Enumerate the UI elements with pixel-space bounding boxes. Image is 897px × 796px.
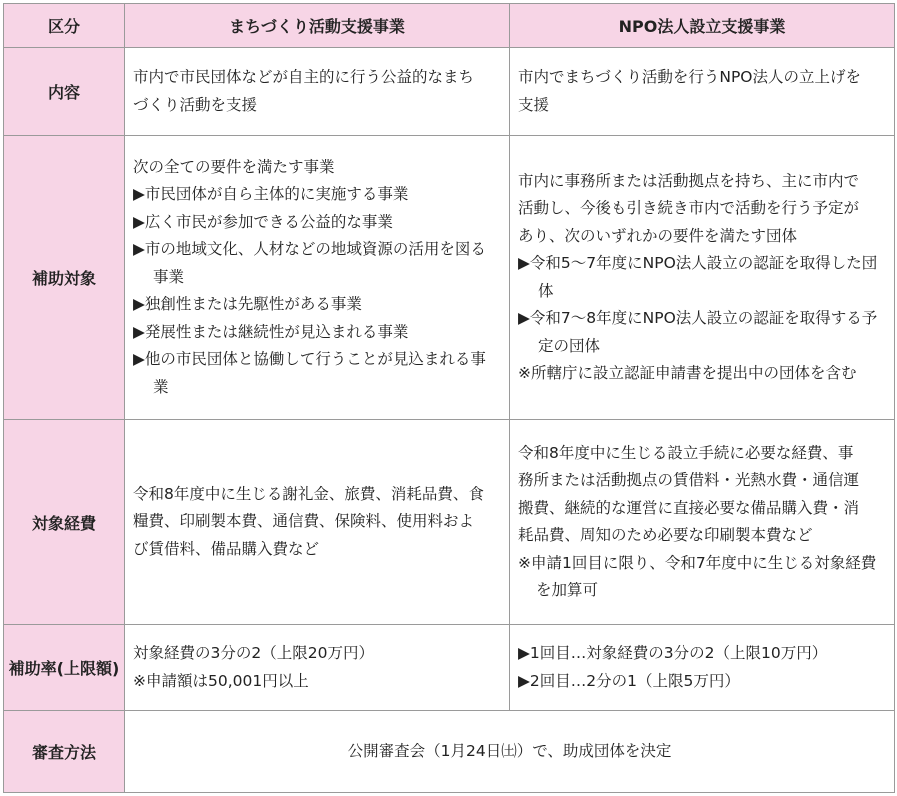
rate-npo [510, 625, 895, 711]
text-line: 支援 [518, 95, 550, 114]
row-target [4, 136, 895, 420]
support-program-table [3, 3, 895, 793]
header-row [4, 4, 895, 48]
target-npo [510, 136, 895, 420]
bullet-item: ▶市の地域文化、人材などの地域資源の活用を図る事業 [133, 240, 486, 286]
review-method: 公開審査会（1月24日㈯）で、助成団体を決定 [125, 711, 895, 793]
text-line: 糧費、印刷製本費、通信費、保険料、使用料およ [133, 512, 475, 531]
bullet-item: ▶令和7〜8年度にNPO法人設立の認証を取得する予定の団体 [518, 309, 878, 355]
expenses-npo [510, 420, 895, 625]
label-review: 審査方法 [4, 711, 125, 793]
text-line: 市内に事務所または活動拠点を持ち、主に市内で [518, 171, 860, 190]
label-content: 内容 [4, 48, 125, 136]
content-npo [510, 48, 895, 136]
text-line: づくり活動を支援 [133, 95, 258, 114]
row-review [4, 711, 895, 793]
text-line: 活動し、今後も引き続き市内で活動を行う予定が [518, 199, 860, 217]
bullet-item: ▶独創性または先駆性がある事業 [133, 295, 362, 314]
text-line: 市内で市民団体などが自主的に行う公益的なまち [133, 68, 475, 86]
header-machizukuri: まちづくり活動支援事業 [125, 4, 510, 48]
text-line: び賃借料、備品購入費など [133, 539, 320, 558]
text-line: 務所または活動拠点の賃借料・光熱水費・通信運 [518, 471, 860, 489]
bullet-item: ▶2回目…2分の1（上限5万円） [518, 671, 740, 690]
bullet-item: ▶広く市民が参加できる公益的な事業 [133, 212, 393, 231]
bullet-item: ▶令和5〜7年度にNPO法人設立の認証を取得した団体 [518, 254, 878, 300]
text-line: 令和8年度中に生じる謝礼金、旅費、消耗品費、食 [133, 484, 484, 503]
bullet-item: ▶市民団体が自ら主体的に実施する事業 [133, 185, 409, 204]
text-line: 耗品費、周知のため必要な印刷製本費など [518, 526, 813, 544]
text-line: あり、次のいずれかの要件を満たす団体 [518, 226, 798, 245]
text-line: 搬費、継続的な運営に直接必要な備品購入費・消 [518, 498, 860, 517]
note-line: ※申請1回目に限り、令和7年度中に生じる対象経費を加算可 [518, 553, 877, 599]
label-rate: 補助率(上限額) [4, 625, 125, 711]
note-line: ※申請額は50,001円以上 [133, 671, 309, 690]
row-content [4, 48, 895, 136]
expenses-machizukuri [125, 420, 510, 625]
text-line: 次の全ての要件を満たす事業 [133, 157, 335, 176]
header-category: 区分 [4, 4, 125, 48]
text-line: 市内でまちづくり活動を行うNPO法人の立上げを [518, 68, 861, 86]
bullet-item: ▶1回目…対象経費の3分の2（上限10万円） [518, 644, 828, 662]
content-machizukuri [125, 48, 510, 136]
row-expenses [4, 420, 895, 625]
rate-machizukuri [125, 625, 510, 711]
bullet-item: ▶他の市民団体と協働して行うことが見込まれる事業 [133, 350, 486, 396]
target-machizukuri [125, 136, 510, 420]
text-line: 令和8年度中に生じる設立手続に必要な経費、事 [518, 443, 854, 462]
label-target: 補助対象 [4, 136, 125, 420]
header-npo: NPO法人設立支援事業 [510, 4, 895, 48]
note-line: ※所轄庁に設立認証申請書を提出中の団体を含む [518, 364, 857, 382]
label-expenses: 対象経費 [4, 420, 125, 625]
bullet-item: ▶発展性または継続性が見込まれる事業 [133, 322, 409, 341]
text-line: 対象経費の3分の2（上限20万円） [133, 644, 374, 662]
row-rate [4, 625, 895, 711]
